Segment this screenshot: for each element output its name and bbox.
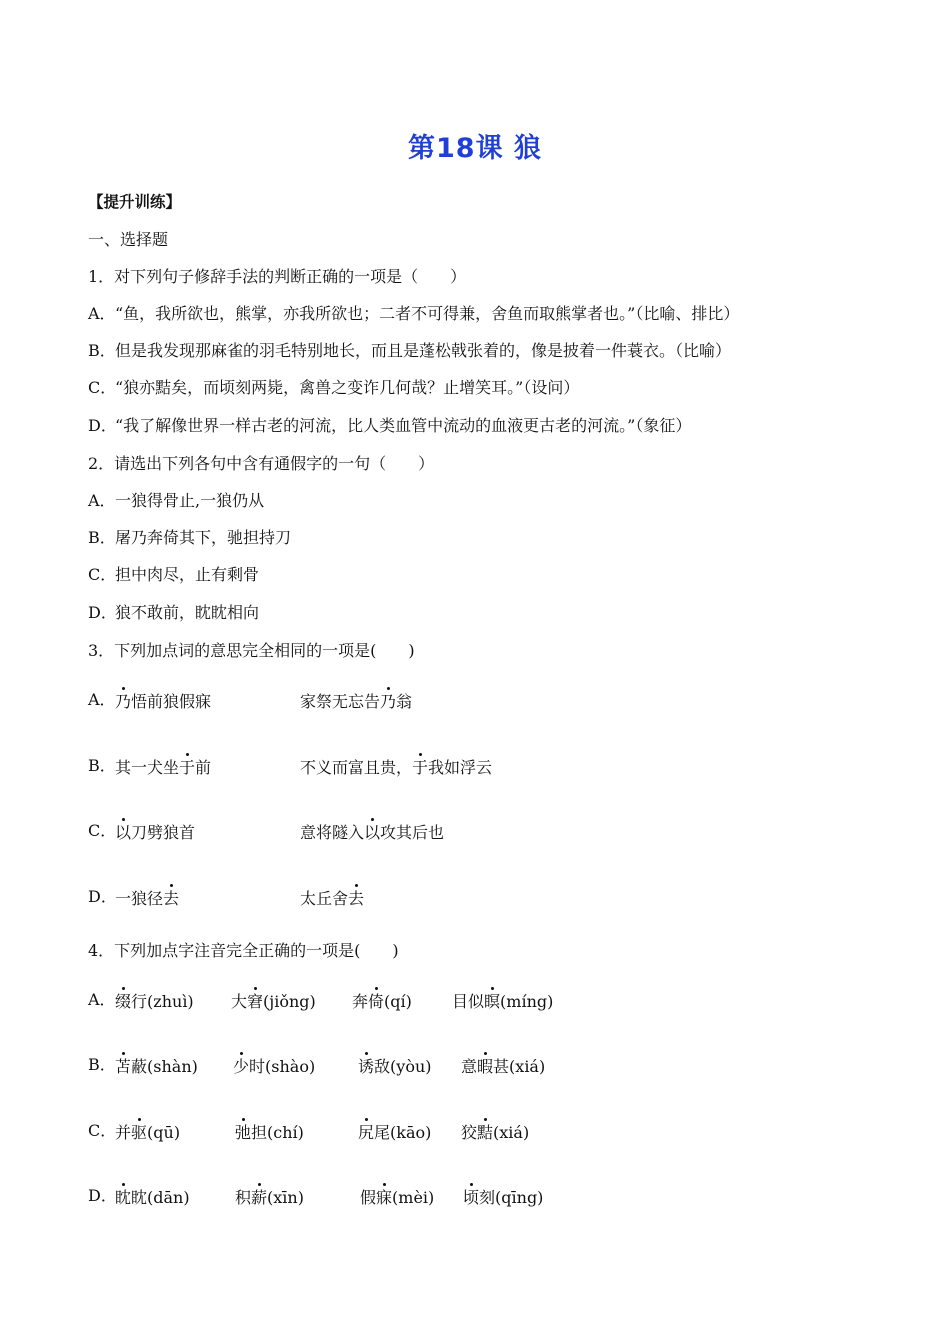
pinyin: (kāo) <box>390 1123 432 1142</box>
option-b-left-phrase <box>115 758 211 778</box>
question-4-option-b <box>88 1055 115 1075</box>
dotted-char: 去 <box>163 889 180 908</box>
dotted-char: 寐 <box>376 1188 393 1207</box>
dotted-char: 去 <box>348 889 365 908</box>
question-2-option-a <box>88 491 264 511</box>
dotted-char: 瞑 <box>484 992 501 1011</box>
section-label: 【提升训练】 <box>88 193 182 211</box>
word-text: 奔 <box>352 992 369 1011</box>
word-text: 狡 <box>461 1123 478 1142</box>
option-letter: C． <box>88 378 117 397</box>
option-letter: A． <box>88 304 116 323</box>
pinyin: (xiá) <box>509 1057 546 1076</box>
option-letter: B． <box>88 756 116 775</box>
pinyin-item <box>352 992 412 1012</box>
dotted-char: 倚 <box>368 992 385 1011</box>
option-text: “鱼，我所欲也，熊掌，亦我所欲也；二者不可得兼，舍鱼而取熊掌者也。”（比喻、排比） <box>115 304 740 323</box>
word-text: 大 <box>231 992 248 1011</box>
option-text: 担中肉尽，止有剩骨 <box>115 565 260 584</box>
dotted-char: 于 <box>179 758 196 777</box>
word-text: 积 <box>235 1188 252 1207</box>
word-text: 敌 <box>374 1057 391 1076</box>
question-2-option-c <box>88 565 259 585</box>
word-text: 假 <box>360 1188 377 1207</box>
question-4-option-a <box>88 990 115 1010</box>
question-3-option-a <box>88 690 115 710</box>
pinyin: (qí) <box>384 992 412 1011</box>
dotted-char: 少 <box>233 1057 250 1076</box>
option-letter: D． <box>88 416 117 435</box>
pinyin-item <box>235 1188 304 1208</box>
question-4-stem: 4．下列加点字注音完全正确的一项是( ) <box>88 941 399 960</box>
option-letter: D． <box>88 603 117 622</box>
option-a-right-phrase <box>300 692 412 712</box>
option-c-left-phrase <box>115 823 195 843</box>
pinyin: (míng) <box>500 992 554 1011</box>
word-text: 担 <box>251 1123 268 1142</box>
dotted-char: 顷 <box>463 1188 480 1207</box>
dotted-char: 苫 <box>115 1057 132 1076</box>
pinyin-item <box>115 1057 198 1077</box>
question-3-option-c <box>88 821 115 841</box>
pinyin: (mèi) <box>392 1188 435 1207</box>
word-text: 目似 <box>452 992 485 1011</box>
question-2-option-b <box>88 528 291 548</box>
question-3-stem: 3．下列加点词的意思完全相同的一项是( ) <box>88 641 415 660</box>
word-text: 时 <box>249 1057 266 1076</box>
option-letter: C． <box>88 821 117 840</box>
pinyin: (chí) <box>267 1123 304 1142</box>
question-1-option-a <box>88 304 739 324</box>
question-2-option-d <box>88 603 259 623</box>
option-letter: A． <box>88 690 116 709</box>
pinyin-item <box>463 1188 543 1208</box>
option-letter: C． <box>88 1121 117 1140</box>
pinyin-item <box>115 1123 180 1143</box>
pinyin: (dān) <box>147 1188 190 1207</box>
phrase-text: 太丘舍 <box>300 889 349 908</box>
phrase-text: 其一犬坐 <box>115 758 180 777</box>
pinyin: (xiá) <box>493 1123 530 1142</box>
phrase-text: 悟前狼假寐 <box>131 692 212 711</box>
dotted-char: 眈 <box>115 1188 132 1207</box>
phrase-text: 攻其后也 <box>380 823 445 842</box>
option-text: “我了解像世界一样古老的河流，比人类血管中流动的血液更古老的河流。”（象征） <box>115 416 692 435</box>
option-letter: A． <box>88 491 116 510</box>
word-text: 甚 <box>493 1057 510 1076</box>
phrase-text: 刀劈狼首 <box>131 823 196 842</box>
phrase-text: 不义而富且贵， <box>300 758 413 777</box>
pinyin-item <box>360 1188 434 1208</box>
pinyin: (yòu) <box>390 1057 432 1076</box>
phrase-text: 意将隧入 <box>300 823 365 842</box>
pinyin: (shào) <box>265 1057 316 1076</box>
pinyin: (qīng) <box>495 1188 544 1207</box>
option-b-right-phrase <box>300 758 492 778</box>
pinyin-item <box>452 992 553 1012</box>
pinyin-item <box>358 1057 432 1077</box>
pinyin-item <box>358 1123 431 1143</box>
option-text: 但是我发现那麻雀的羽毛特别地长，而且是蓬松戟张着的，像是披着一件蓑衣。（比喻） <box>115 341 732 360</box>
question-3-option-b <box>88 756 115 776</box>
question-1-stem: 1．对下列句子修辞手法的判断正确的一项是（ ） <box>88 267 467 286</box>
option-letter: B． <box>88 1055 116 1074</box>
option-letter: A． <box>88 990 116 1009</box>
option-text: 狼不敢前，眈眈相向 <box>115 603 260 622</box>
question-1-option-c <box>88 378 579 398</box>
phrase-text: 前 <box>195 758 212 777</box>
dotted-char: 于 <box>412 758 429 777</box>
option-letter: D． <box>88 1186 117 1205</box>
option-a-left-phrase <box>115 692 211 712</box>
option-text: 屠乃奔倚其下，驰担持刀 <box>115 528 292 547</box>
pinyin-item <box>233 1057 315 1077</box>
option-letter: C． <box>88 565 117 584</box>
dotted-char: 弛 <box>235 1123 252 1142</box>
word-text: 尾 <box>374 1123 391 1142</box>
question-2-stem: 2．请选出下列各句中含有通假字的一句（ ） <box>88 454 435 473</box>
option-letter: B． <box>88 341 116 360</box>
pinyin: (xīn) <box>267 1188 304 1207</box>
question-3-option-d <box>88 887 115 907</box>
pinyin-item <box>231 992 316 1012</box>
option-text: 一狼得骨止,一狼仍从 <box>115 491 265 510</box>
word-text: 并 <box>115 1123 132 1142</box>
question-4-option-d <box>88 1186 115 1206</box>
question-1-option-d <box>88 416 691 436</box>
phrase-text: 我如浮云 <box>428 758 493 777</box>
dotted-char: 驱 <box>131 1123 148 1142</box>
pinyin-item <box>461 1123 529 1143</box>
dotted-char: 尻 <box>358 1123 375 1142</box>
option-c-right-phrase <box>300 823 444 843</box>
phrase-text: 家祭无忘告 <box>300 692 381 711</box>
pinyin-item <box>235 1123 304 1143</box>
dotted-char: 缀 <box>115 992 132 1011</box>
option-d-right-phrase <box>300 889 364 909</box>
option-letter: D． <box>88 887 117 906</box>
word-text: 眈 <box>131 1188 148 1207</box>
pinyin-item <box>115 1188 190 1208</box>
dotted-char: 诱 <box>358 1057 375 1076</box>
phrase-text: 一狼径 <box>115 889 164 908</box>
dotted-char: 乃 <box>380 692 397 711</box>
dotted-char: 以 <box>115 823 132 842</box>
question-4-option-c <box>88 1121 115 1141</box>
option-d-left-phrase <box>115 889 179 909</box>
word-text: 刻 <box>479 1188 496 1207</box>
pinyin: (shàn) <box>147 1057 198 1076</box>
pinyin-item <box>461 1057 545 1077</box>
word-text: 意 <box>461 1057 478 1076</box>
dotted-char: 暇 <box>477 1057 494 1076</box>
phrase-text: 翁 <box>396 692 413 711</box>
part-heading: 一、选择题 <box>88 230 169 249</box>
dotted-char: 以 <box>364 823 381 842</box>
page-title: 第18课 狼 <box>408 133 542 164</box>
pinyin-item <box>115 992 194 1012</box>
pinyin: (zhuì) <box>147 992 194 1011</box>
word-text: 行 <box>131 992 148 1011</box>
dotted-char: 黠 <box>477 1123 494 1142</box>
option-letter: B． <box>88 528 116 547</box>
pinyin: (jiǒng) <box>263 992 316 1011</box>
option-text: “狼亦黠矣，而顷刻两毙，禽兽之变诈几何哉？止增笑耳。”（设问） <box>115 378 580 397</box>
dotted-char: 乃 <box>115 692 132 711</box>
word-text: 蔽 <box>131 1057 148 1076</box>
question-1-option-b <box>88 341 731 361</box>
pinyin: (qū) <box>147 1123 181 1142</box>
dotted-char: 薪 <box>251 1188 268 1207</box>
dotted-char: 窘 <box>247 992 264 1011</box>
